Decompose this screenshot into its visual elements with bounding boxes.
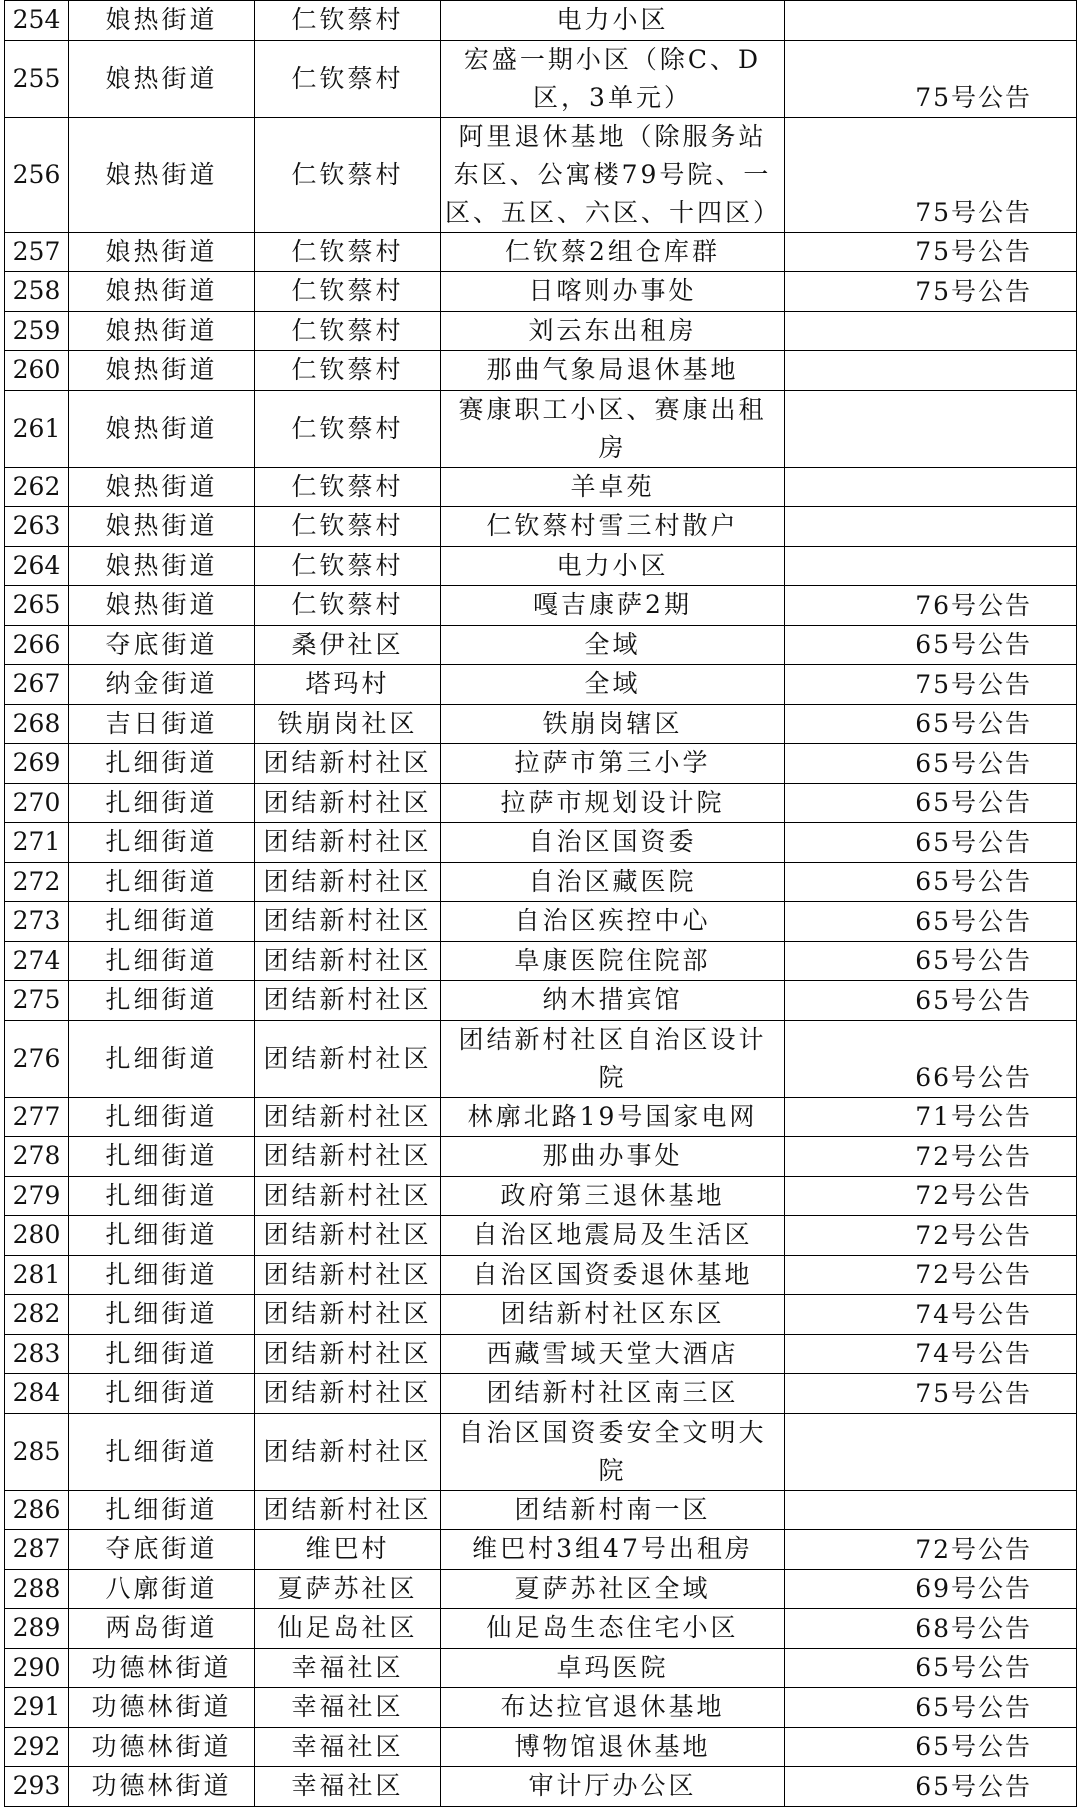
row-number-cell: 293 <box>5 1767 69 1807</box>
street-cell: 扎细街道 <box>69 1176 255 1216</box>
community-cell: 幸福社区 <box>255 1727 441 1767</box>
street-cell: 扎细街道 <box>69 1216 255 1256</box>
street-cell: 娘热街道 <box>69 546 255 586</box>
table-row <box>5 665 1077 705</box>
street-cell: 八廓街道 <box>69 1569 255 1609</box>
area-cell: 刘云东出租房 <box>441 311 785 351</box>
table-row <box>5 1334 1077 1374</box>
notice-cell: 65号公告 <box>785 981 1077 1021</box>
community-cell: 团结新村社区 <box>255 1413 441 1490</box>
street-cell: 扎细街道 <box>69 1490 255 1530</box>
street-cell: 娘热街道 <box>69 272 255 312</box>
table-row <box>5 1255 1077 1295</box>
row-number-cell: 277 <box>5 1097 69 1137</box>
table-row <box>5 1137 1077 1177</box>
community-cell: 幸福社区 <box>255 1648 441 1688</box>
community-cell: 团结新村社区 <box>255 744 441 784</box>
community-cell: 团结新村社区 <box>255 1295 441 1335</box>
row-number-cell: 281 <box>5 1255 69 1295</box>
row-number-cell: 279 <box>5 1176 69 1216</box>
table-row <box>5 467 1077 507</box>
community-cell: 团结新村社区 <box>255 1097 441 1137</box>
row-number-cell: 278 <box>5 1137 69 1177</box>
table-row <box>5 1648 1077 1688</box>
notice-cell: 74号公告 <box>785 1295 1077 1335</box>
area-cell: 拉萨市规划设计院 <box>441 783 785 823</box>
table-row <box>5 1 1077 41</box>
row-number-cell: 287 <box>5 1530 69 1570</box>
area-cell: 卓玛医院 <box>441 1648 785 1688</box>
notice-cell: 75号公告 <box>785 232 1077 272</box>
notice-cell: 65号公告 <box>785 625 1077 665</box>
community-cell: 团结新村社区 <box>255 1020 441 1097</box>
community-cell: 团结新村社区 <box>255 1176 441 1216</box>
notice-cell <box>785 390 1077 467</box>
table-row <box>5 981 1077 1021</box>
street-cell: 娘热街道 <box>69 467 255 507</box>
street-cell: 扎细街道 <box>69 1334 255 1374</box>
street-cell: 娘热街道 <box>69 390 255 467</box>
row-number-cell: 286 <box>5 1490 69 1530</box>
street-cell: 扎细街道 <box>69 744 255 784</box>
community-cell: 团结新村社区 <box>255 783 441 823</box>
street-cell: 功德林街道 <box>69 1688 255 1728</box>
table-row <box>5 507 1077 547</box>
notice-cell: 72号公告 <box>785 1176 1077 1216</box>
notice-cell: 65号公告 <box>785 1688 1077 1728</box>
table-row <box>5 1374 1077 1414</box>
area-cell: 阜康医院住院部 <box>441 941 785 981</box>
table-row <box>5 941 1077 981</box>
area-cell: 铁崩岗辖区 <box>441 704 785 744</box>
area-cell: 博物馆退休基地 <box>441 1727 785 1767</box>
table-row <box>5 1176 1077 1216</box>
table-row <box>5 390 1077 467</box>
table-row <box>5 862 1077 902</box>
area-cell: 夏萨苏社区全域 <box>441 1569 785 1609</box>
notice-cell <box>785 1 1077 41</box>
notice-cell: 69号公告 <box>785 1569 1077 1609</box>
area-cell: 自治区地震局及生活区 <box>441 1216 785 1256</box>
street-cell: 扎细街道 <box>69 981 255 1021</box>
notice-cell: 72号公告 <box>785 1216 1077 1256</box>
notice-cell: 65号公告 <box>785 783 1077 823</box>
table-row <box>5 311 1077 351</box>
area-cell: 阿里退休基地（除服务站东区、公寓楼79号院、一区、五区、六区、十四区） <box>441 117 785 232</box>
row-number-cell: 273 <box>5 902 69 942</box>
street-cell: 娘热街道 <box>69 351 255 391</box>
street-cell: 扎细街道 <box>69 1137 255 1177</box>
community-cell: 仁钦蔡村 <box>255 232 441 272</box>
area-cell: 自治区疾控中心 <box>441 902 785 942</box>
row-number-cell: 276 <box>5 1020 69 1097</box>
table-row <box>5 625 1077 665</box>
table-row <box>5 1569 1077 1609</box>
community-cell: 仁钦蔡村 <box>255 546 441 586</box>
area-cell: 仙足岛生态住宅小区 <box>441 1609 785 1649</box>
community-cell: 仁钦蔡村 <box>255 1 441 41</box>
community-cell: 团结新村社区 <box>255 1255 441 1295</box>
street-cell: 娘热街道 <box>69 311 255 351</box>
notice-cell: 72号公告 <box>785 1530 1077 1570</box>
row-number-cell: 285 <box>5 1413 69 1490</box>
row-number-cell: 280 <box>5 1216 69 1256</box>
row-number-cell: 290 <box>5 1648 69 1688</box>
street-cell: 娘热街道 <box>69 507 255 547</box>
notice-cell: 65号公告 <box>785 902 1077 942</box>
area-cell: 政府第三退休基地 <box>441 1176 785 1216</box>
area-cell: 电力小区 <box>441 1 785 41</box>
row-number-cell: 283 <box>5 1334 69 1374</box>
row-number-cell: 267 <box>5 665 69 705</box>
table-row <box>5 783 1077 823</box>
table-row <box>5 1609 1077 1649</box>
community-cell: 仁钦蔡村 <box>255 390 441 467</box>
notice-cell: 72号公告 <box>785 1255 1077 1295</box>
row-number-cell: 254 <box>5 1 69 41</box>
table-row <box>5 1097 1077 1137</box>
street-cell: 娘热街道 <box>69 1 255 41</box>
street-cell: 扎细街道 <box>69 1295 255 1335</box>
street-cell: 扎细街道 <box>69 862 255 902</box>
area-cell: 赛康职工小区、赛康出租房 <box>441 390 785 467</box>
area-cell: 团结新村南一区 <box>441 1490 785 1530</box>
table-row <box>5 1490 1077 1530</box>
notice-cell: 65号公告 <box>785 1727 1077 1767</box>
row-number-cell: 284 <box>5 1374 69 1414</box>
notice-cell: 65号公告 <box>785 941 1077 981</box>
community-cell: 夏萨苏社区 <box>255 1569 441 1609</box>
table-row <box>5 1413 1077 1490</box>
street-cell: 功德林街道 <box>69 1727 255 1767</box>
community-cell: 团结新村社区 <box>255 862 441 902</box>
notice-cell <box>785 507 1077 547</box>
street-cell: 纳金街道 <box>69 665 255 705</box>
community-cell: 仁钦蔡村 <box>255 311 441 351</box>
table-row <box>5 351 1077 391</box>
row-number-cell: 270 <box>5 783 69 823</box>
area-cell: 全域 <box>441 625 785 665</box>
community-cell: 铁崩岗社区 <box>255 704 441 744</box>
table-row <box>5 1727 1077 1767</box>
street-cell: 扎细街道 <box>69 783 255 823</box>
street-cell: 吉日街道 <box>69 704 255 744</box>
community-cell: 仁钦蔡村 <box>255 272 441 312</box>
notice-cell: 75号公告 <box>785 665 1077 705</box>
table-row <box>5 1767 1077 1807</box>
community-cell: 团结新村社区 <box>255 1490 441 1530</box>
street-cell: 夺底街道 <box>69 1530 255 1570</box>
community-cell: 塔玛村 <box>255 665 441 705</box>
street-cell: 扎细街道 <box>69 902 255 942</box>
community-cell: 幸福社区 <box>255 1767 441 1807</box>
table-row <box>5 1216 1077 1256</box>
area-cell: 自治区国资委安全文明大院 <box>441 1413 785 1490</box>
table-row <box>5 232 1077 272</box>
row-number-cell: 263 <box>5 507 69 547</box>
notice-cell: 75号公告 <box>785 40 1077 117</box>
notice-cell: 65号公告 <box>785 744 1077 784</box>
notice-cell: 65号公告 <box>785 862 1077 902</box>
area-cell: 团结新村社区南三区 <box>441 1374 785 1414</box>
table-row <box>5 272 1077 312</box>
row-number-cell: 292 <box>5 1727 69 1767</box>
community-cell: 仁钦蔡村 <box>255 467 441 507</box>
area-cell: 团结新村社区东区 <box>441 1295 785 1335</box>
row-number-cell: 265 <box>5 586 69 626</box>
street-cell: 扎细街道 <box>69 823 255 863</box>
community-cell: 桑伊社区 <box>255 625 441 665</box>
community-cell: 幸福社区 <box>255 1688 441 1728</box>
area-cell: 自治区藏医院 <box>441 862 785 902</box>
notice-cell: 72号公告 <box>785 1137 1077 1177</box>
area-cell: 西藏雪域天堂大酒店 <box>441 1334 785 1374</box>
notice-cell: 75号公告 <box>785 1374 1077 1414</box>
table-row <box>5 1295 1077 1335</box>
street-cell: 扎细街道 <box>69 1020 255 1097</box>
area-cell: 全域 <box>441 665 785 705</box>
community-cell: 团结新村社区 <box>255 902 441 942</box>
notice-cell: 75号公告 <box>785 117 1077 232</box>
row-number-cell: 261 <box>5 390 69 467</box>
notice-cell <box>785 311 1077 351</box>
street-cell: 娘热街道 <box>69 232 255 272</box>
street-cell: 娘热街道 <box>69 586 255 626</box>
street-cell: 娘热街道 <box>69 40 255 117</box>
community-cell: 仁钦蔡村 <box>255 507 441 547</box>
area-cell: 拉萨市第三小学 <box>441 744 785 784</box>
row-number-cell: 271 <box>5 823 69 863</box>
community-cell: 仁钦蔡村 <box>255 351 441 391</box>
row-number-cell: 257 <box>5 232 69 272</box>
table-row <box>5 117 1077 232</box>
area-cell: 仁钦蔡2组仓库群 <box>441 232 785 272</box>
area-cell: 电力小区 <box>441 546 785 586</box>
community-cell: 仁钦蔡村 <box>255 40 441 117</box>
area-cell: 林廓北路19号国家电网 <box>441 1097 785 1137</box>
area-cell: 布达拉官退休基地 <box>441 1688 785 1728</box>
community-cell: 团结新村社区 <box>255 1334 441 1374</box>
notice-cell: 65号公告 <box>785 1767 1077 1807</box>
area-cell: 那曲办事处 <box>441 1137 785 1177</box>
area-cell: 嘎吉康萨2期 <box>441 586 785 626</box>
row-number-cell: 262 <box>5 467 69 507</box>
notice-cell: 71号公告 <box>785 1097 1077 1137</box>
community-cell: 团结新村社区 <box>255 1137 441 1177</box>
row-number-cell: 274 <box>5 941 69 981</box>
notice-cell: 74号公告 <box>785 1334 1077 1374</box>
row-number-cell: 272 <box>5 862 69 902</box>
community-cell: 仙足岛社区 <box>255 1609 441 1649</box>
row-number-cell: 258 <box>5 272 69 312</box>
area-cell: 仁钦蔡村雪三村散户 <box>441 507 785 547</box>
street-cell: 夺底街道 <box>69 625 255 665</box>
table-row <box>5 546 1077 586</box>
street-cell: 扎细街道 <box>69 1097 255 1137</box>
table-row <box>5 1530 1077 1570</box>
street-cell: 扎细街道 <box>69 941 255 981</box>
row-number-cell: 291 <box>5 1688 69 1728</box>
area-cell: 羊卓苑 <box>441 467 785 507</box>
area-cell: 宏盛一期小区（除C、D区，3单元） <box>441 40 785 117</box>
street-cell: 功德林街道 <box>69 1767 255 1807</box>
area-cell: 自治区国资委 <box>441 823 785 863</box>
notice-cell <box>785 1490 1077 1530</box>
row-number-cell: 255 <box>5 40 69 117</box>
street-cell: 扎细街道 <box>69 1374 255 1414</box>
table-row <box>5 823 1077 863</box>
table-row <box>5 744 1077 784</box>
row-number-cell: 259 <box>5 311 69 351</box>
table-row <box>5 586 1077 626</box>
area-cell: 纳木措宾馆 <box>441 981 785 1021</box>
area-cell: 那曲气象局退休基地 <box>441 351 785 391</box>
table-row <box>5 902 1077 942</box>
table-row <box>5 1020 1077 1097</box>
street-cell: 扎细街道 <box>69 1413 255 1490</box>
table-row <box>5 704 1077 744</box>
notice-cell: 65号公告 <box>785 1648 1077 1688</box>
community-cell: 团结新村社区 <box>255 823 441 863</box>
row-number-cell: 266 <box>5 625 69 665</box>
table-row <box>5 40 1077 117</box>
community-cell: 仁钦蔡村 <box>255 117 441 232</box>
area-cell: 团结新村社区自治区设计院 <box>441 1020 785 1097</box>
area-cell: 日喀则办事处 <box>441 272 785 312</box>
notice-cell <box>785 1413 1077 1490</box>
row-number-cell: 289 <box>5 1609 69 1649</box>
community-cell: 团结新村社区 <box>255 1374 441 1414</box>
notice-cell: 66号公告 <box>785 1020 1077 1097</box>
street-cell: 扎细街道 <box>69 1255 255 1295</box>
table-body <box>5 1 1077 1807</box>
row-number-cell: 264 <box>5 546 69 586</box>
row-number-cell: 282 <box>5 1295 69 1335</box>
street-cell: 功德林街道 <box>69 1648 255 1688</box>
community-cell: 团结新村社区 <box>255 1216 441 1256</box>
notice-cell <box>785 546 1077 586</box>
notice-cell: 76号公告 <box>785 586 1077 626</box>
row-number-cell: 268 <box>5 704 69 744</box>
row-number-cell: 275 <box>5 981 69 1021</box>
area-cell: 维巴村3组47号出租房 <box>441 1530 785 1570</box>
street-cell: 两岛街道 <box>69 1609 255 1649</box>
row-number-cell: 288 <box>5 1569 69 1609</box>
notice-cell: 75号公告 <box>785 272 1077 312</box>
table-row <box>5 1688 1077 1728</box>
notice-cell: 65号公告 <box>785 823 1077 863</box>
area-cell: 审计厅办公区 <box>441 1767 785 1807</box>
notice-cell <box>785 351 1077 391</box>
row-number-cell: 269 <box>5 744 69 784</box>
notice-cell: 65号公告 <box>785 704 1077 744</box>
notice-table <box>4 0 1077 1807</box>
community-cell: 团结新村社区 <box>255 981 441 1021</box>
notice-cell: 68号公告 <box>785 1609 1077 1649</box>
street-cell: 娘热街道 <box>69 117 255 232</box>
community-cell: 仁钦蔡村 <box>255 586 441 626</box>
community-cell: 团结新村社区 <box>255 941 441 981</box>
area-cell: 自治区国资委退休基地 <box>441 1255 785 1295</box>
row-number-cell: 260 <box>5 351 69 391</box>
row-number-cell: 256 <box>5 117 69 232</box>
notice-cell <box>785 467 1077 507</box>
community-cell: 维巴村 <box>255 1530 441 1570</box>
